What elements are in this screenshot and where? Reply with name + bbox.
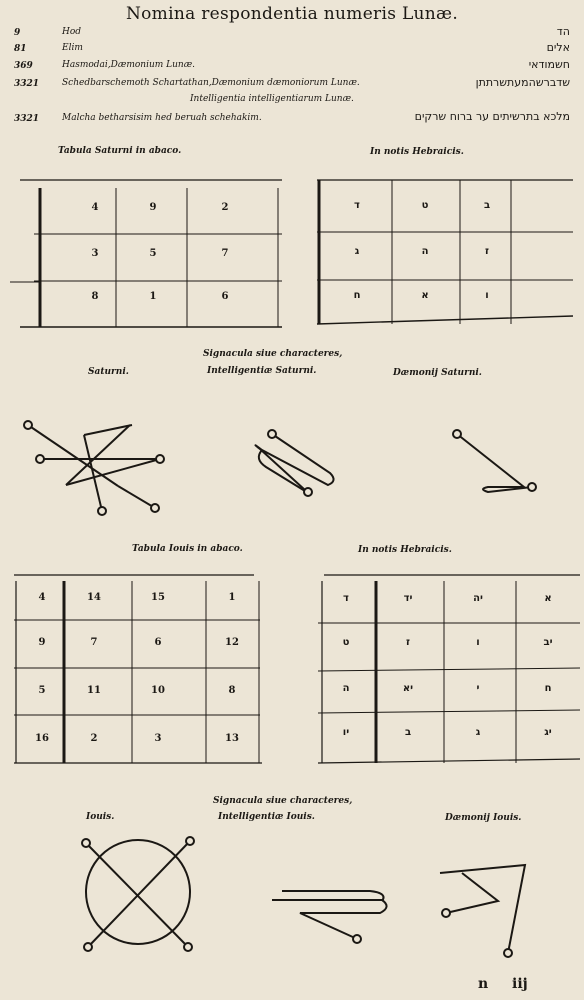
jupiter-hebrew-grid-lines xyxy=(318,575,580,770)
table-cell: 2 xyxy=(90,733,98,744)
table-cell: ז xyxy=(405,637,410,648)
table-cell: 15 xyxy=(151,592,165,603)
table-cell: ה xyxy=(342,683,350,694)
table-cell: ו xyxy=(485,290,489,301)
saturn-sigils xyxy=(0,405,584,545)
jupiter-table-label: Tabula Iouis in abaco. xyxy=(132,544,243,554)
table-cell: 14 xyxy=(87,592,101,603)
row-number: 3321 xyxy=(14,114,40,124)
table-cell: 9 xyxy=(149,202,157,213)
table-cell: יו xyxy=(342,727,350,738)
row-name: Hod xyxy=(62,27,82,37)
table-cell: 7 xyxy=(90,637,98,648)
row-number: 9 xyxy=(14,28,21,38)
table-cell: ט xyxy=(342,637,350,648)
jupiter-hebrew-table xyxy=(318,575,580,770)
table-cell: יד xyxy=(403,593,413,604)
saturn-sig-right-label: Dæmonij Saturni. xyxy=(393,368,482,378)
jupiter-sig-mid-label: Intelligentiæ Iouis. xyxy=(218,812,315,822)
table-cell: 6 xyxy=(221,291,229,302)
table-cell: ד xyxy=(343,593,349,604)
saturn-hebrew-table xyxy=(317,180,573,325)
jupiter-sig-header: Signacula siue characteres, xyxy=(213,796,353,806)
table-cell: ג xyxy=(354,246,360,257)
row-hebrew: חשמודאי xyxy=(528,58,570,71)
table-cell: 8 xyxy=(228,685,236,696)
table-cell: יג xyxy=(544,727,552,738)
table-cell: יא xyxy=(402,683,414,694)
row-name: Hasmodai,Dæmonium Lunæ. xyxy=(62,60,196,70)
saturn-hebrew-label: In notis Hebraicis. xyxy=(370,147,464,157)
table-cell: 1 xyxy=(149,291,157,302)
table-cell: 16 xyxy=(35,733,49,744)
table-cell: ב xyxy=(404,727,412,738)
table-cell: 2 xyxy=(221,202,229,213)
row-name: Elim xyxy=(62,43,83,53)
row-number: 3321 xyxy=(14,79,40,89)
table-cell: ד xyxy=(354,200,360,211)
table-cell: יה xyxy=(473,593,483,604)
row-name: Malcha betharsisim hed beruah schehakim. xyxy=(62,113,262,123)
table-cell: 4 xyxy=(38,592,46,603)
table-cell: י xyxy=(476,683,480,694)
jupiter-daemon-seal-icon xyxy=(440,865,525,957)
row-name: Intelligentia intelligentiarum Lunæ. xyxy=(190,94,354,104)
row-name: Schedbarschemoth Schartathan,Dæmonium dæmoniorum Lunæ. xyxy=(62,78,360,88)
signature-mark: n xyxy=(478,976,489,992)
saturn-sig-header: Signacula siue characteres, xyxy=(203,349,343,359)
table-cell: 3 xyxy=(91,248,99,259)
table-cell: א xyxy=(544,593,552,604)
table-cell: 9 xyxy=(38,637,46,648)
saturn-seal-icon xyxy=(24,421,164,515)
table-cell: 8 xyxy=(91,291,99,302)
page-title: Nomina respondentia numeris Lunæ. xyxy=(125,4,459,24)
table-cell: ו xyxy=(476,637,480,648)
row-hebrew: שדברשהמעתשרתתן xyxy=(475,76,570,89)
table-cell: 5 xyxy=(149,248,157,259)
jupiter-seal-icon xyxy=(82,837,194,951)
table-cell: 3 xyxy=(154,733,162,744)
page-number: iij xyxy=(512,976,528,992)
jupiter-hebrew-label: In notis Hebraicis. xyxy=(358,545,452,555)
table-cell: 4 xyxy=(91,202,99,213)
table-cell: ח xyxy=(353,290,361,301)
jupiter-sigils xyxy=(0,835,584,975)
table-cell: א xyxy=(421,290,429,301)
jupiter-intelligence-seal-icon xyxy=(272,891,387,943)
table-cell: ז xyxy=(484,246,489,257)
saturn-daemon-seal-icon xyxy=(453,430,536,492)
row-hebrew: מלכא בתרשיתים ער ברוח שרקים xyxy=(414,110,570,123)
table-cell: ב xyxy=(483,200,491,211)
table-cell: ח xyxy=(544,683,552,694)
table-cell: 6 xyxy=(154,637,162,648)
table-cell: ט xyxy=(421,200,429,211)
table-cell: 1 xyxy=(228,592,236,603)
table-cell: 5 xyxy=(38,685,46,696)
table-cell: 13 xyxy=(225,733,239,744)
jupiter-sig-right-label: Dæmonij Iouis. xyxy=(445,813,522,823)
row-hebrew: הד xyxy=(556,25,570,38)
saturn-sig-mid-label: Intelligentiæ Saturni. xyxy=(207,366,317,376)
saturn-intelligence-seal-icon xyxy=(255,430,333,496)
jupiter-number-table xyxy=(8,575,266,770)
table-cell: ה xyxy=(421,246,429,257)
table-cell: 10 xyxy=(151,685,165,696)
table-cell: 12 xyxy=(225,637,239,648)
saturn-number-table xyxy=(20,180,282,328)
row-number: 81 xyxy=(14,44,27,54)
row-number: 369 xyxy=(14,61,33,71)
table-cell: יב xyxy=(543,637,553,648)
saturn-table-label: Tabula Saturni in abaco. xyxy=(58,146,182,156)
jupiter-sig-left-label: Iouis. xyxy=(86,812,115,822)
table-cell: 11 xyxy=(87,685,101,696)
row-hebrew: אלים xyxy=(546,41,570,54)
table-cell: ג xyxy=(475,727,481,738)
saturn-sig-left-label: Saturni. xyxy=(88,367,129,377)
table-cell: 7 xyxy=(221,248,229,259)
